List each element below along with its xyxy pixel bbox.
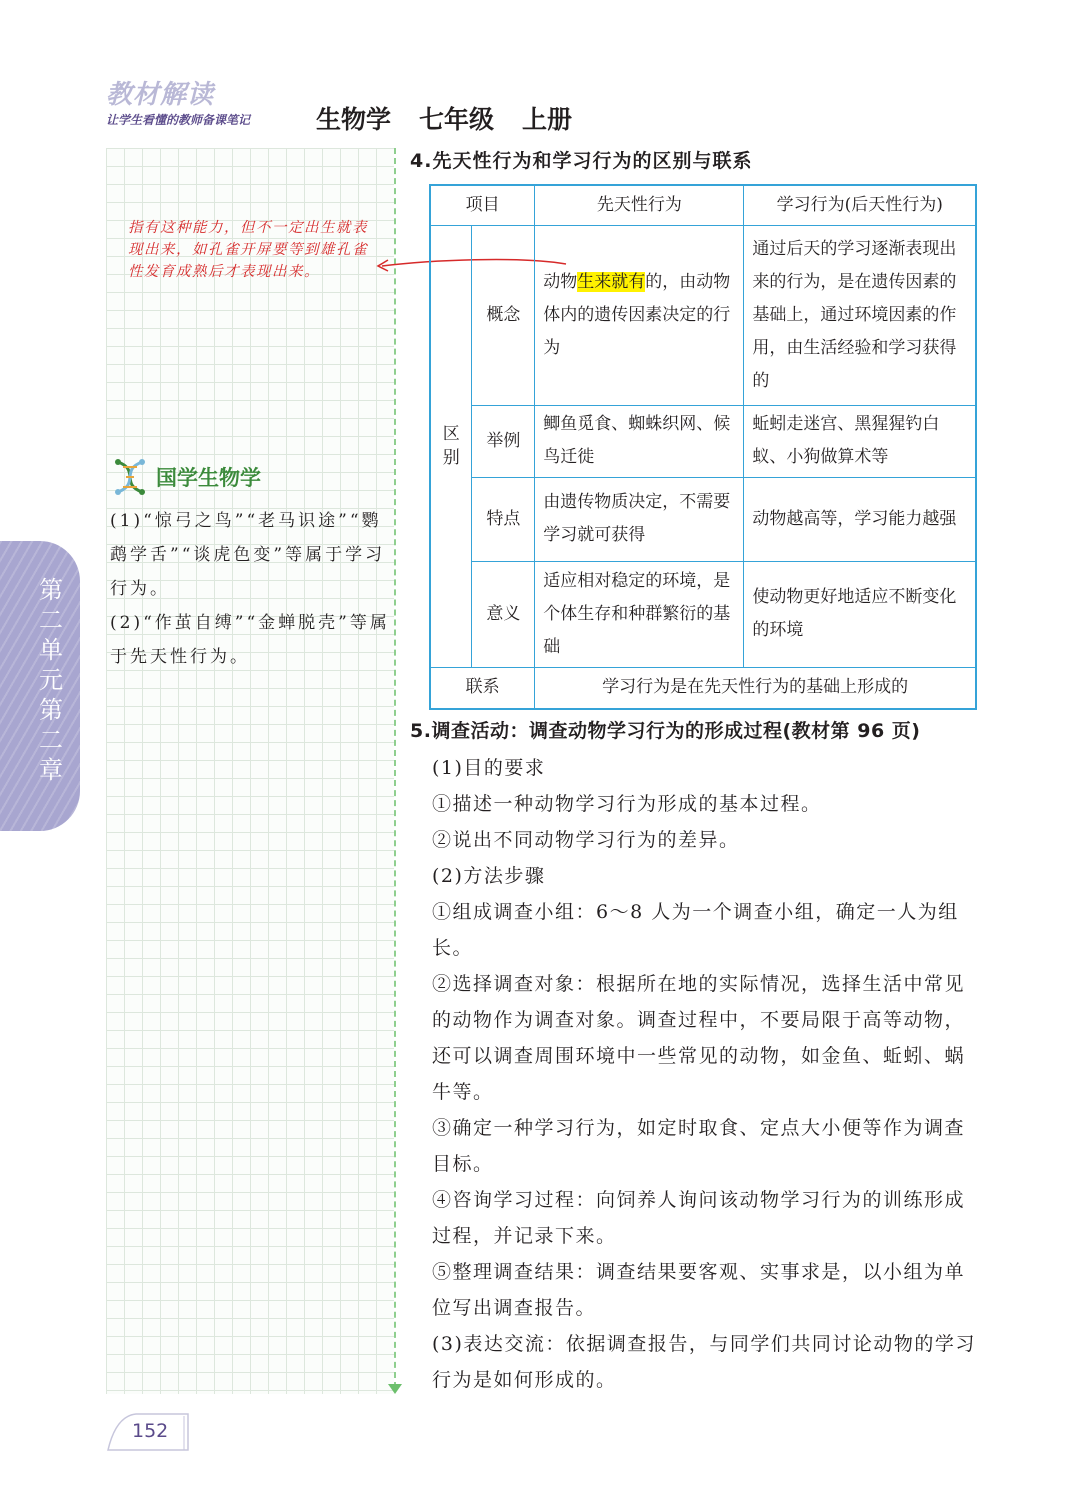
body-line: ⑤整理调查结果：调查结果要客观、实事求是，以小组为单位写出调查报告。 <box>432 1261 966 1319</box>
section-5-heading: 5.调查活动：调查动物学习行为的形成过程(教材第 96 页) <box>410 720 921 742</box>
sidebar-paragraph-1: (1)“惊弓之鸟”“老马识途”“鹦鹉学舌”“谈虎色变”等属于学习行为。 <box>110 511 386 599</box>
cell-innate: 鲫鱼觅食、蜘蛛织网、候鸟迁徙 <box>535 405 744 477</box>
group-label: 区别 <box>430 225 472 667</box>
body-line: ④咨询学习过程：向饲养人询问该动物学习行为的训练形成过程，并记录下来。 <box>432 1189 966 1247</box>
page-number: 152 <box>132 1420 169 1442</box>
unit-tab <box>0 541 80 831</box>
grade: 七年级 <box>419 105 495 134</box>
down-arrow-icon <box>388 1384 402 1394</box>
header-learned: 学习行为(后天性行为) <box>744 185 976 225</box>
sidebar-paragraph-2: (2)“作茧自缚”“金蝉脱壳”等属于先天性行为。 <box>110 613 390 667</box>
cell-learned: 使动物更好地适应不断变化的环境 <box>744 561 976 667</box>
table-row <box>430 477 976 561</box>
section-4-heading: 4.先天性行为和学习行为的区别与联系 <box>410 150 753 172</box>
margin-note: 指有这种能力，但不一定出生就表现出来，如孔雀开屏要等到雄孔雀性发育成熟后才表现出来。 <box>128 220 368 280</box>
sidebar-heading <box>110 458 261 496</box>
body-line: ②选择调查对象：根据所在地的实际情况，选择生活中常见的动物作为调查对象。调查过程中，不要局限于高等动物，还可以调查周围环境中一些常见的动物，如金鱼、蚯蚓、蜗牛等。 <box>432 973 966 1103</box>
body-line: (1)目的要求 <box>432 757 546 779</box>
body-line: (2)方法步骤 <box>432 865 546 887</box>
table-link-row <box>430 667 976 709</box>
cell-learned: 通过后天的学习逐渐表现出来的行为，是在遗传因素的基础上，通过环境因素的作用，由生活经验和学习获得的 <box>744 225 976 405</box>
body-line: ①组成调查小组：6～8 人为一个调查小组，确定一人为组长。 <box>432 901 959 959</box>
unit-tab-text: 第二单元 第二章 <box>39 576 63 784</box>
body-line: (3)表达交流：依据调查报告，与同学们共同讨论动物的学习行为是如何形成的。 <box>432 1333 976 1391</box>
link-label: 联系 <box>430 667 535 709</box>
column-divider <box>394 148 396 1388</box>
header-item: 项目 <box>430 185 535 225</box>
note-grid-area <box>106 148 394 1394</box>
innate-text-pre: 动物 <box>543 271 578 292</box>
brand-title: 教材解读 <box>106 80 215 110</box>
table-header-row <box>430 185 976 225</box>
row-label: 概念 <box>472 225 535 405</box>
section-5-body <box>432 750 980 1398</box>
innate-text-post: 的，由动物体内的遗传因素决定的行为 <box>543 271 731 358</box>
cell-innate: 由遗传物质决定，不需要学习就可获得 <box>535 477 744 561</box>
sidebar-heading-text: 国学生物学 <box>156 466 261 490</box>
link-text: 学习行为是在先天性行为的基础上形成的 <box>535 667 976 709</box>
cell-innate <box>535 225 744 405</box>
dna-icon <box>110 458 150 496</box>
header-innate: 先天性行为 <box>535 185 744 225</box>
table-row <box>430 405 976 477</box>
row-label: 举例 <box>472 405 535 477</box>
brand-subtitle: 让学生看懂的教师备课笔记 <box>106 113 251 127</box>
book-title <box>316 100 600 136</box>
cell-innate: 适应相对稳定的环境，是个体生存和种群繁衍的基础 <box>535 561 744 667</box>
body-line: ①描述一种动物学习行为形成的基本过程。 <box>432 793 822 815</box>
cell-learned: 动物越高等，学习能力越强 <box>744 477 976 561</box>
page-number-box <box>106 1412 186 1450</box>
body-line: ②说出不同动物学习行为的差异。 <box>432 829 740 851</box>
table-row <box>430 561 976 667</box>
row-label: 意义 <box>472 561 535 667</box>
sidebar-body <box>110 504 390 674</box>
subject: 生物学 <box>316 105 392 134</box>
body-line: ③确定一种学习行为，如定时取食、定点大小便等作为调查目标。 <box>432 1117 966 1175</box>
row-label: 特点 <box>472 477 535 561</box>
volume: 上册 <box>522 105 573 134</box>
comparison-table <box>429 184 977 710</box>
table-row <box>430 225 976 405</box>
cell-learned: 蚯蚓走迷宫、黑猩猩钓白蚁、小狗做算术等 <box>744 405 976 477</box>
highlighted-text: 生来就有 <box>577 271 646 292</box>
